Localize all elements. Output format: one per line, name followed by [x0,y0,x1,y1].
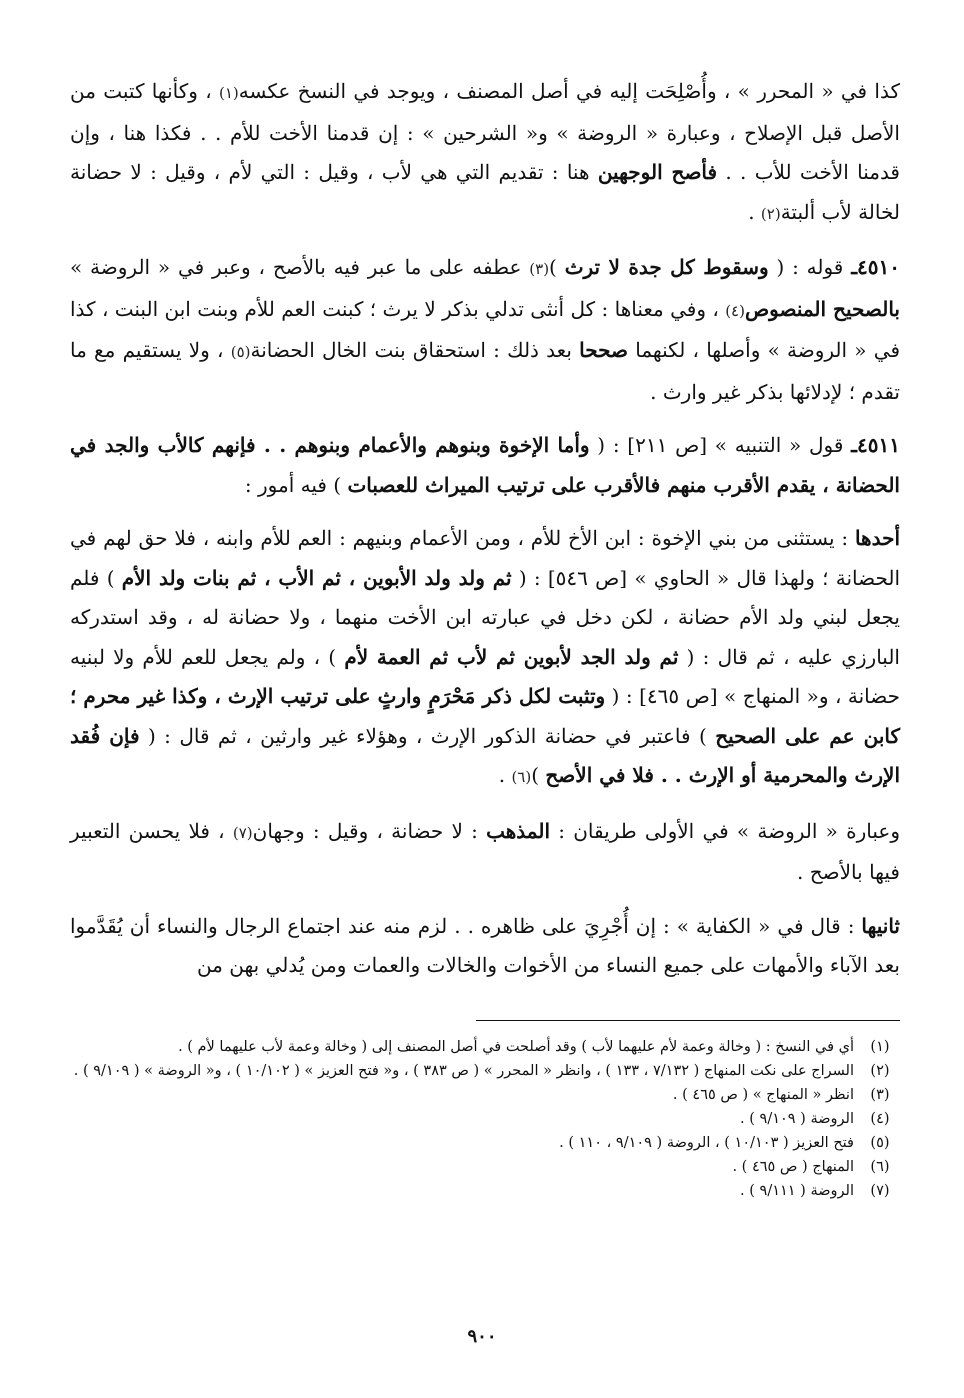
footnote [70,1131,900,1155]
bold-text: فأصح الوجهين [597,160,718,184]
bold-text: صححا [579,338,629,362]
bold-text: بالصحيح المنصوص [744,296,900,321]
bold-text: ثم ولد الجد لأبوين ثم لأب ثم العمة لأم [344,644,679,669]
footnote-ref: (٥) [230,343,251,361]
text-run: ) ، ولم يجعل للعم للأم ولا لبنيه حضانة ، و« المنهاج » [ص ٤٦٥] : ( [70,644,900,708]
text-run: ) فلم يجعل لبني ولد الأم حضانة ، لكن دخل في عبارته ابن الأخت منهما ، ولا حضانة له ، وقد استدركه البارزي عليه ، ثم قال : ( [70,565,900,669]
text-run: كذا في « المحرر » ، وأُصْلِحَت إليه في أصل المصنف ، ويوجد في النسخ عكسه [238,79,900,103]
bold-text: وأما الإخوة وبنوهم والأعمام وبنوهم . . فإنهم كالأب والجد في الحضانة ، يقدم الأقرب منهم فالأقرب على ترتيب الميراث للعصبات [70,433,900,497]
footnote [70,1107,900,1131]
text-run: : يستثنى من بني الإخوة : ابن الأخ للأم ، ومن الأعمام وبنيهم : العم للأم وابنه ، فلا حق لهم في الحضانة ؛ ولهذا قال « الحاوي » [ص ٥٤٦] : ( [70,526,901,590]
text-run: ) فاعتبر في حضانة الذكور الإرث ، وهؤلاء غير وارثين ، ثم قال : ( [139,723,716,748]
text-run: هنا : تقديم التي هي لأب ، وقيل : التي لأم ، وقيل : لا حضانة لخالة لأب ألبتة [70,160,900,224]
text-run: ) فيه أمور : [244,472,348,497]
footnote [70,1083,900,1107]
footnote-number: (٥) [870,1134,890,1151]
footnote-ref: (٣) [529,260,550,278]
text-run: قول « التنبيه » [ص ٢١١] : ( [589,433,852,457]
footnote [70,1155,900,1179]
text-run: ) [531,763,546,787]
bold-text: ٤٥١١ـ [851,433,900,457]
paragraph [70,812,900,893]
page-number: ٩٠٠ [467,1326,497,1347]
footnote-divider [476,1020,900,1021]
text-run: وعبارة « الروضة » في الأولى طريقان : [550,818,900,843]
footnote-number: (٧) [870,1182,890,1199]
text-run: ) [549,255,565,279]
footnote-text: السراج على نكت المنهاج ( ٧/١٣٢ ، ١٣٣ ) ، وانظر « المحرر » ( ص ٣٨٣ ) ، و« فتح العزيز » ( ١٠/١٠٢ ) ، و« الروضة » ( ٩/١٠٩ ) . [73,1062,854,1079]
text-run: . [498,763,512,787]
bold-text: فإن فُقد الإرث والمحرمية أو الإرث . . فلا في الأصح [70,723,900,787]
footnote-ref: (٤) [725,301,745,320]
footnotes [70,1035,900,1203]
paragraph [70,248,900,412]
footnote-number: (٢) [870,1062,890,1079]
bold-text: ثم ولد ولد الأبوين ، ثم الأب ، ثم بنات ولد الأم [121,565,512,590]
text-run: ، وفي معناها : كل أنثى تدلي بذكر لا يرث ؛ كبنت العم للأم وبنت ابن البنت ، كذا في « الروضة » وأصلها ، لكنهما [70,296,901,362]
main-text [70,72,900,986]
text-run: : لا حضانة ، وقيل : وجهان [252,818,487,843]
footnote [70,1059,900,1083]
bold-text: وسقوط كل جدة لا ترث [564,255,769,279]
paragraph [70,907,900,986]
footnote-number: (٤) [870,1110,890,1127]
text-run: عطفه على ما عبر فيه بالأصح ، وعبر في « الروضة » [70,255,530,279]
footnote-text: فتح العزيز ( ١٠/١٠٣ ) ، الروضة ( ٩/١٠٩ ، ١١٠ ) . [559,1134,854,1151]
text-run: . [748,199,761,224]
footnote [70,1179,900,1203]
footnote-ref: (٢) [760,204,781,223]
text-run: قوله : ( [768,255,852,279]
footnote-number: (١) [870,1038,890,1055]
footnote-ref: (٧) [232,823,253,842]
bold-text: ثانيها [861,913,900,938]
footnote-ref: (٦) [511,768,532,786]
footnote-ref: (١) [219,84,239,102]
bold-text: المذهب [486,818,551,843]
footnote-number: (٦) [870,1158,890,1175]
footnote-text: المنهاج ( ص ٤٦٥ ) . [732,1158,854,1175]
footnote-text: انظر « المنهاج » ( ص ٤٦٥ ) . [672,1086,854,1103]
text-run: ، فلا يحسن التعبير فيها بالأصح . [70,818,900,884]
footnote-text: أي في النسخ : ( وخالة وعمة لأم عليهما لأب ) وقد أصلحت في أصل المصنف إلى ( وخالة وعمة لأب عليهما لأم ) . [178,1038,854,1055]
text-run: ، وكأنها كتبت من الأصل قبل الإصلاح ، وعبارة « الروضة » و« الشرحين » : إن قدمنا الأخت للأم . . فكذا هنا ، وإن قدمنا الأخت للأب . . [70,79,900,184]
bold-text: أحدها [854,526,900,550]
paragraph [70,519,900,798]
footnote-text: الروضة ( ٩/١٠٩ ) . [740,1110,854,1127]
paragraph [70,426,900,505]
text-run: ، ولا يستقيم مع ما تقدم ؛ لإدلائها بذكر غير وارث . [70,338,900,404]
footnote-number: (٣) [870,1086,890,1103]
text-run: : قال في « الكفاية » : إن أُجْرِيَ على ظاهره . . لزم منه عند اجتماع الرجال والنساء أن يُقَدَّموا بعد الآباء والأمهات على جميع النساء من الأخوات والخالات والعمات ومن يُدلي بهن من [70,913,900,977]
bold-text: ٤٥١٠ـ [851,255,901,279]
bold-text: وتثبت لكل ذكر مَحْرَمٍ وارثٍ على ترتيب الإرث ، وكذا غير محرم ؛ كابن عم على الصحيح [70,684,901,748]
footnote-text: الروضة ( ٩/١١١ ) . [740,1182,854,1199]
text-run: بعد ذلك : استحقاق بنت الخال الحضانة [250,338,580,362]
footnote [70,1035,900,1059]
paragraph [70,72,900,234]
